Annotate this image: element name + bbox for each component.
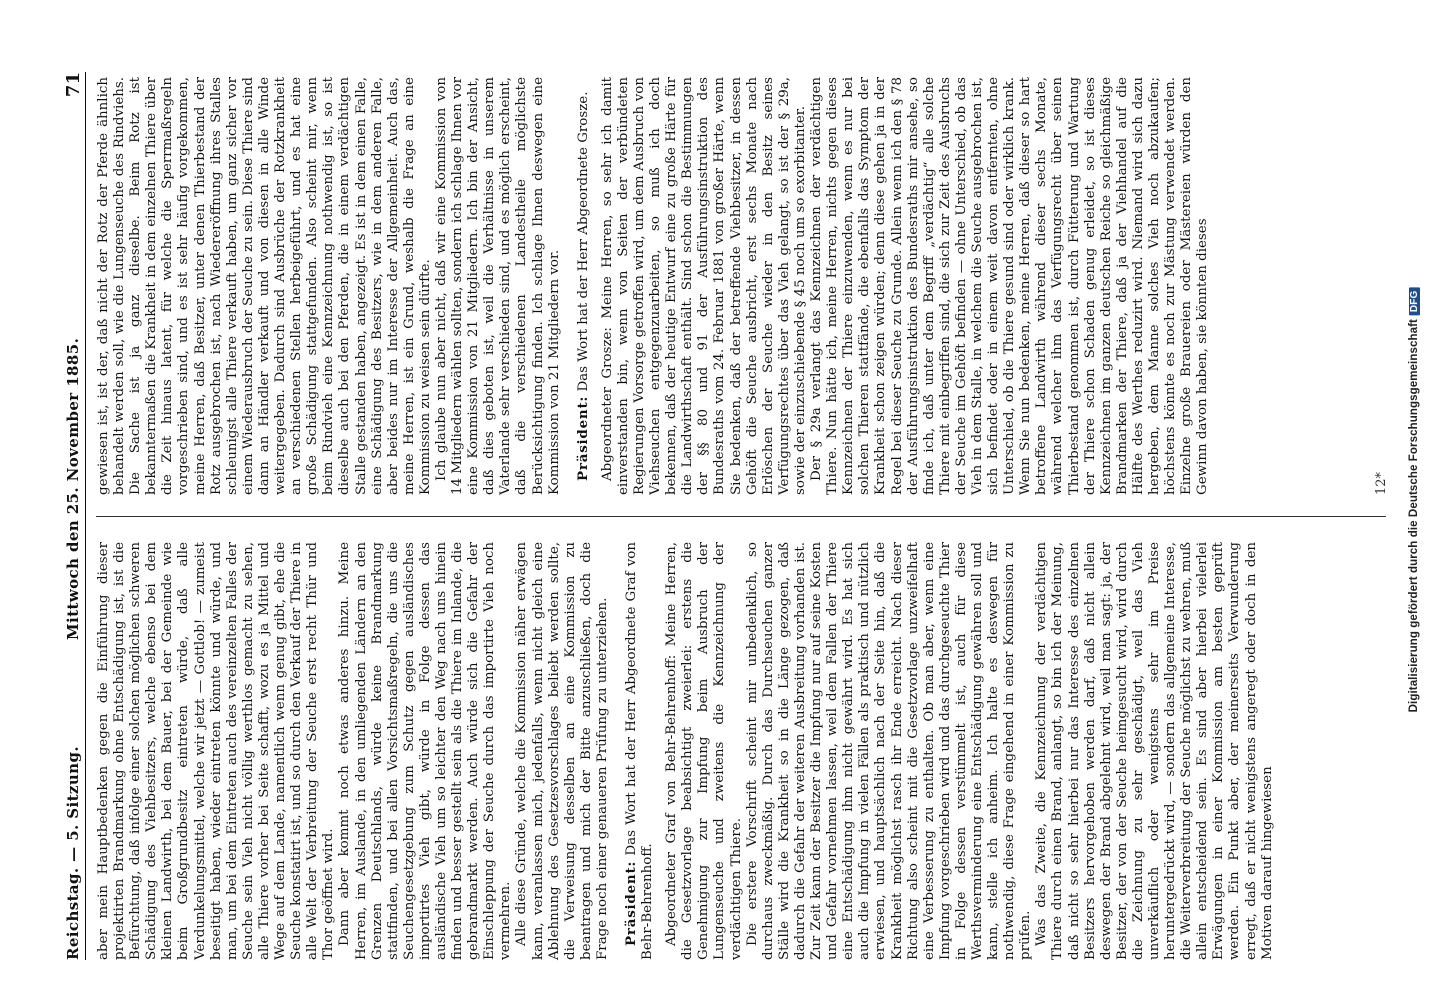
- credit-text: Digitalisierung gefördert durch die Deutsche Forschungsgemeinschaft: [1408, 319, 1420, 713]
- header-date: Mittwoch den 25. November 1885.: [64, 337, 82, 640]
- paragraph: Abgeordneter Grosze: Meine Herren, so sehr ich damit einverstanden bin, wenn von Seiten der verbündeten Regierungen Vorsorge getroffen wird, um dem Ausbruch von Viehseuchen entgegenzuarbeiten, so muß ich doch bekennen, daß der heutige Entwurf eine zu große Härte für die Landwirthschaft enthält. Sind schon die Bestimmungen der §§ 80 und 91 der Ausführungsinstruktion des Bundesraths vom 24. Februar 1881 von großer Härte, wenn Sie bedenken, daß der betreffende Viehbesitzer, in dessen Gehöft die Seuche ausbricht, erst sechs Monate nach Erlöschen der Seuche wieder in den Besitz seines Verfügungsrechtes über das Vieh gelangt, so ist der § 29a, sowie der einzuschiebende § 45 noch um so exorbitanter.: [599, 77, 808, 495]
- president-announcement: [623, 542, 656, 960]
- header-left: Reichstag. — 5. Sitzung.: [64, 746, 82, 960]
- right-column-body: [96, 77, 1211, 495]
- paragraph: Der § 29a verlangt das Kennzeichnen der verdächtigen Thiere. Nun hätte ich, meine Herren, nichts gegen dieses Kennzeichnen der Thiere einzuwenden, wenn es nur bei solchen Thieren stattfände, die ebenfalls das Symptom der Krankheit schon zeigen würden; denn diese gehen ja in der Regel bei dieser Seuche zu Grunde. Allein wenn ich den § 78 der Ausführungsinstruktion des Bundesraths mir ansehe, so finde ich, daß unter dem Begriff „verdächtig“ alle solche Thiere mit einbegriffen sind, die sich zur Zeit des Ausbruchs der Seuche im Gehöft befinden — ohne Unterschied, ob das Vieh in dem Stalle, in welchem die Seuche ausgebrochen ist, sich befindet oder in einem weit davon entfernten, ohne Unterschied, ob die Thiere gesund sind oder wirklich krank. Wenn Sie nun bedenken, meine Herren, daß dieser so hart betroffene Landwirth während dieser sechs Monate, während welcher ihm das Verfügungsrecht über seinen Thierbestand genommen ist, durch Fütterung und Wartung der Thiere schon Schaden genug erleidet, so ist dieses Kennzeichnen im ganzen deutschen Reiche so gleichmäßige Brandmarken der Thiere, daß ja der Viehhandel auf die Hälfte des Werthes reduzirt wird. Niemand wird sich dazu hergeben, dem Manne solches Vieh noch abzukaufen; höchstens könnte es noch zur Mästung verwendet werden. Einzelne große Brauereien oder Mästereien würden den Gewinn davon haben, sie könnten dieses: [809, 77, 1211, 495]
- paragraph: Was das Zweite, die Kennzeichnung der verdächtigen Thiere durch einen Brand, anlangt, so bin ich der Meinung, daß nicht so sehr hierbei nur das Interesse des einzelnen Besitzers hervorgehoben werden darf, daß nicht allein deswegen der Brand abgelehnt wird, weil man sagt: ja, der Besitzer, der von der Seuche heimgesucht wird, wird durch die Zeichnung zu sehr geschädigt, weil das Vieh unverkäuflich oder wenigstens sehr im Preise heruntergedrückt wird, — sondern das allgemeine Interesse, die Weiterverbreitung der Seuche möglichst zu wehren, muß allein entscheidend sein. Es sind aber hierbei vielerlei Erwägungen in einer Kommission am besten geprüft werden. Ein Punkt aber, der meinerseits Verwunderung erregt, daß er nicht wenigstens angeregt oder doch in den Motiven darauf hingewiesen: [1034, 542, 1275, 960]
- column-divider: [96, 516, 1386, 517]
- right-column: [96, 77, 1389, 495]
- page-number: 71: [63, 72, 84, 98]
- speaker-label: Präsident:: [623, 860, 639, 946]
- dfg-logo: DFG: [1409, 288, 1420, 315]
- signature-mark: 12*: [1374, 471, 1389, 495]
- announcement-text: Das Wort hat der Herr Abgeordnete Graf von Behr-Behrenhoff.: [624, 542, 656, 960]
- president-announcement: [575, 77, 592, 495]
- paragraph: Ich glaube nun aber nicht, daß wir eine Kommission von 14 Mitgliedern wählen sollten, sondern ich schlage Ihnen vor eine Kommission von 21 Mitgliedern. Ich bin der Ansicht, daß dies geboten ist, weil die Verhältnisse in unserem Vaterlande sehr verschieden sind, und es möglich erscheint, daß die verschiedenen Landestheile möglichste Berücksichtigung finden. Ich schlage Ihnen deswegen eine Kommission von 21 Mitgliedern vor.: [433, 77, 562, 495]
- paragraph: Dann aber kommt noch etwas anderes hinzu. Meine Herren, im Auslande, in den umliegenden Ländern an den Grenzen Deutschlands, würde keine Brandmarkung stattfinden, und bei allen Vorsichtsmaßregeln, die uns die Seuchengesetzgebung zum Schutz gegen ausländisches importirtes Vieh gibt, würde in Folge dessen das ausländische Vieh um so leichter den Weg nach uns hinein finden und besser gestellt sein als die Thiere im Inlande, die gebrandmarkt werden. Auch würde sich die Gefahr der Einschleppung der Seuche durch das importirte Vieh noch vermehren.: [337, 542, 514, 960]
- digitisation-credit: [1396, 0, 1432, 1000]
- speaker-label: Präsident:: [574, 395, 591, 481]
- running-header: [60, 72, 86, 960]
- paragraph: Abgeordneter Graf von Behr-Behrenhoff: Meine Herren, die Gesetzvorlage beabsichtigt zweierlei: erstens die Genehmigung zur Impfung beim Ausbruch der Lungenseuche und zweitens die Kennzeichnung der verdächtigen Thiere.: [664, 542, 744, 960]
- paragraph: gewiesen ist, ist der, daß nicht der Rotz der Pferde ähnlich behandelt werden soll, wie die Lungenseuche des Rindviehs. Die Sache ist ja ganz dieselbe. Beim Rotz ist bekanntermaßen die Krankheit in dem einzelnen Thiere über die Zeit hinaus latent, für welche die Sperrmaßregeln vorgeschrieben sind, und es ist sehr häufig vorgekommen, meine Herren, daß Besitzer, unter denen Thierbestand der Rotz ausgebrochen ist, nach Wiedereröffnung ihres Stalles schleunigst alle Thiere verkauft haben, um ganz sicher vor einem Wiederausbruch der Seuche zu sein. Diese Thiere sind dann an Händler verkauft und von diesen in alle Winde weitergegeben. Dadurch sind Ausbrüche der Rotzkrankheit an verschiedenen Stellen herbeigeführt, und es hat eine große Schädigung stattgefunden. Also scheint mir, wenn beim Rindvieh eine Kennzeichnung nothwendig ist, so ist dieselbe auch bei den Pferden, die in einem verdächtigen Stalle gestanden haben, angezeigt. Es ist in dem einen Falle, eine Schädigung des Besitzers, wie in dem anderen Falle, aber beides nur im Interesse der Allgemeinheit. Auch das, meine Herren, ist ein Grund, weshalb die Frage an eine Kommission zu weisen sein dürfte.: [96, 77, 433, 495]
- paragraph: aber mein Hauptbedenken gegen die Einführung dieser projektirten Brandmarkung ohne Entschädigung ist, ist die Befürchtung, daß infolge einer solchen möglichen schweren Schädigung des Viehbesitzers, welche ebenso bei dem kleinen Landwirth, bei dem Bauer, bei der Gemeinde wie beim Großgrundbesitz eintreten würde, daß alle Verdunkelungsmittel, welche wir jetzt — Gottlob! — zumeist beseitigt haben, wieder eintreten könnte und würde, und man, um bei dem Eintreten auch des vereinzelten Falles der Seuche sein Vieh nicht völlig werthlos gemacht zu sehen, alle Thiere vorher bei Seite schafft, wozu es ja Mittel und Wege auf dem Lande, namentlich wenn genug gibt, ehe die Seuche konstatirt ist, und so durch den Verkauf der Thiere in alle Welt der Verbreitung der Seuche erst recht Thür und Thor geöffnet wird.: [96, 542, 337, 960]
- announcement-text: Das Wort hat der Herr Abgeordnete Grosze.: [575, 91, 591, 396]
- paragraph: Die erstere Vorschrift scheint mir unbedenklich, so durchaus zweckmäßig. Durch das Durchseuchen ganzer Ställe wird die Krankheit so in die Länge gezogen, daß dadurch die Gefahr der weiteren Ausbreitung vorhanden ist. Zur Zeit kann der Besitzer die Impfung nur auf seine Kosten und Gefahr vornehmen lassen, weil dem Fallen der Thiere eine Entschädigung ihm nicht gewährt wird. Es hat sich auch die Impfung in vielen Fällen als praktisch und nützlich erwiesen, und hauptsächlich nach der Seite hin, daß die Krankheit möglichst rasch ihr Ende erreicht. Nach dieser Richtung also scheint mit die Gesetzvorlage unzweifelhaft eine Verbesserung zu enthalten. Ob man aber, wenn eine Impfung vorgeschrieben wird und das durchgeseuchte Thier in Folge dessen verstümmelt ist, auch für diese Werthsverminderung eine Entschädigung gewähren soll und kann, stelle ich anheim. Ich halte es deswegen für nothwendig, diese Frage eingehend in einer Kommission zu prüfen.: [744, 542, 1034, 960]
- left-column: [96, 542, 1386, 960]
- header-rule: [85, 72, 86, 960]
- paragraph: Alle diese Gründe, welche die Kommission näher erwägen kann, veranlassen mich, jedenfalls, wenn nicht gleich eine Ablehnung des Gesetzesvorschlages beliebt werden sollte, die Verweisung desselben an eine Kommission zu beantragen und mich der Bitte anzuschließen, doch die Frage noch einer genaueren Prüfung zu unterziehen.: [514, 542, 610, 960]
